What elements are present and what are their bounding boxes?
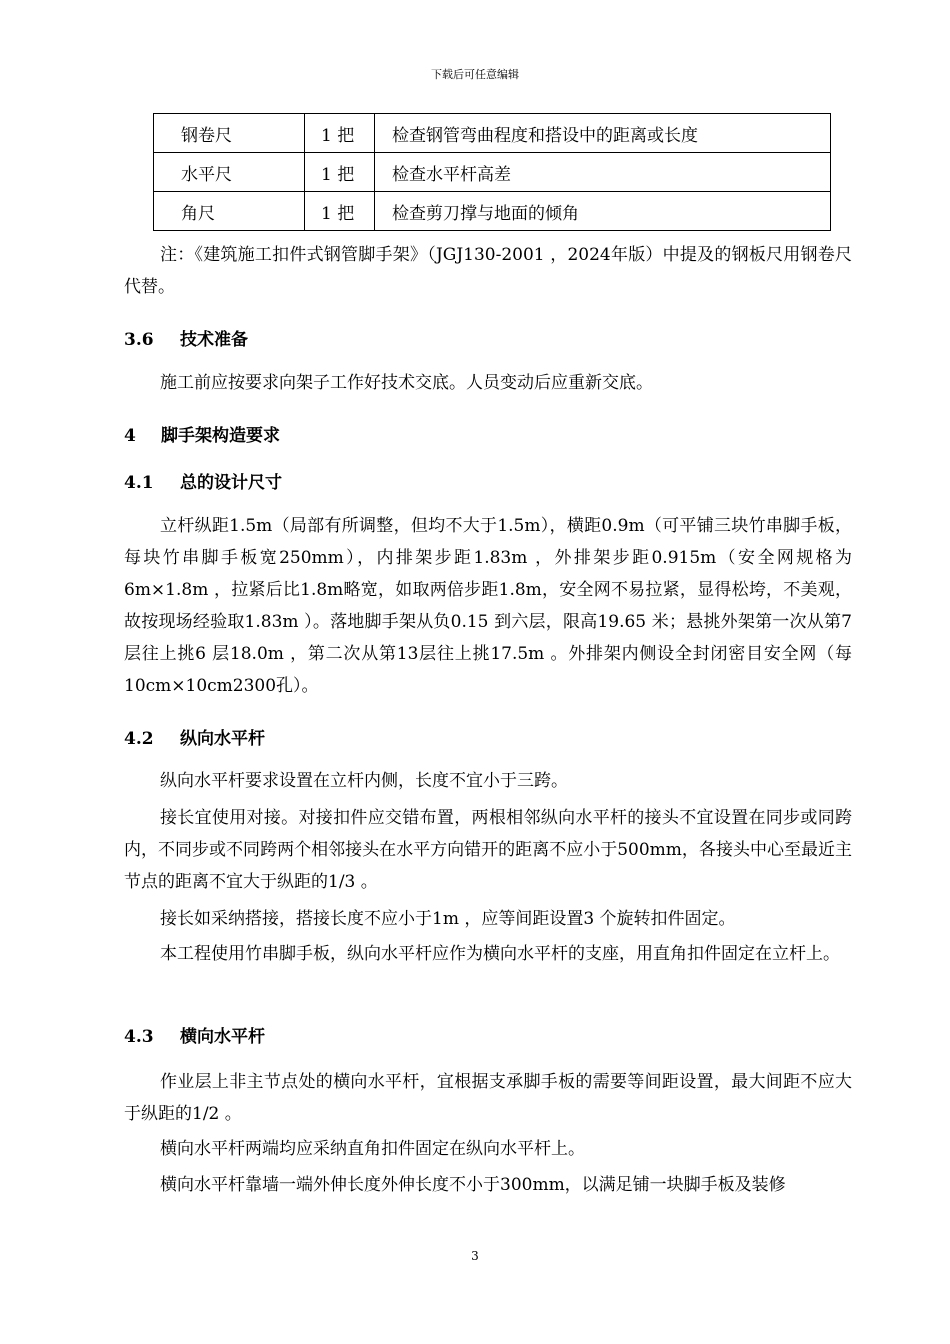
section-heading-4-1 xyxy=(124,468,282,493)
tools-table xyxy=(153,113,831,231)
tool-purpose: 检查水平杆高差 xyxy=(375,153,831,192)
paragraph: 作业层上非主节点处的横向水平杆，宜根据支承脚手板的需要等间距设置，最大间距不应大于纵距的1/2 。 xyxy=(124,1072,852,1124)
paragraph: 接长宜使用对接。对接扣件应交错布置，两根相邻纵向水平杆的接头不宜设置在同步或同跨内，不同步或不同跨两个相邻接头在水平方向错开的距离不应小于500mm，各接头中心至最近主节点的距离不宜大于纵距的1/3 。 xyxy=(124,808,852,892)
section-title: 横向水平杆 xyxy=(180,1027,265,1047)
section-number: 4 xyxy=(124,426,136,446)
paragraph: 施工前应按要求向架子工作好技术交底。人员变动后应重新交底。 xyxy=(160,373,653,393)
section-title: 技术准备 xyxy=(180,330,248,350)
section-title: 脚手架构造要求 xyxy=(161,426,280,446)
section-heading-4-3 xyxy=(124,1022,265,1047)
section-number: 4.3 xyxy=(124,1027,154,1047)
tool-name: 水平尺 xyxy=(154,153,305,192)
section-number: 4.1 xyxy=(124,473,154,493)
paragraph: 本工程使用竹串脚手板，纵向水平杆应作为横向水平杆的支座，用直角扣件固定在立杆上。 xyxy=(160,944,840,964)
table-row xyxy=(154,192,831,231)
section-heading-4 xyxy=(124,421,280,446)
page-header: 下载后可任意编辑 xyxy=(431,68,519,81)
section-title: 纵向水平杆 xyxy=(180,729,265,749)
paragraph: 横向水平杆两端均应采纳直角扣件固定在纵向水平杆上。 xyxy=(160,1139,585,1159)
page-number: 3 xyxy=(471,1249,479,1263)
section-number: 4.2 xyxy=(124,729,154,749)
paragraph: 立杆纵距1.5m（局部有所调整，但均不大于1.5m），横距0.9m（可平铺三块竹串脚手板，每块竹串脚手板宽250mm），内排架步距1.83m ，外排架步距0.915m（安全网规格为6m×1.8m ，拉紧后比1.8m略宽，如取两倍步距1.8m，安全网不易拉紧，显得松垮，不美观，故按现场经验取1.83m ）。落地脚手架从负0.15 到六层，限高19.65 米；悬挑外架第一次从第7 层往上挑6 层18.0m ，第二次从第13层往上挑17.5m 。外排架内侧设全封闭密目安全网（每10cm×10cm2300孔）。 xyxy=(124,516,852,696)
paragraph: 纵向水平杆要求设置在立杆内侧，长度不宜小于三跨。 xyxy=(160,771,568,791)
paragraph: 接长如采纳搭接，搭接长度不应小于1m ，应等间距设置3 个旋转扣件固定。 xyxy=(160,909,736,929)
paragraph: 横向水平杆靠墙一端外伸长度外伸长度不小于300mm，以满足铺一块脚手板及装修 xyxy=(160,1175,786,1195)
table-row xyxy=(154,114,831,153)
tool-quantity: 1 把 xyxy=(305,192,375,231)
tool-purpose: 检查剪刀撑与地面的倾角 xyxy=(375,192,831,231)
section-title: 总的设计尺寸 xyxy=(180,473,282,493)
tool-name: 钢卷尺 xyxy=(154,114,305,153)
tool-quantity: 1 把 xyxy=(305,114,375,153)
section-heading-3-6 xyxy=(124,325,248,350)
table-note: 注：《建筑施工扣件式钢管脚手架》（JGJ130-2001 ，2024年版）中提及的钢板尺用钢卷尺代替。 xyxy=(124,245,852,297)
table-row xyxy=(154,153,831,192)
tool-name: 角尺 xyxy=(154,192,305,231)
section-heading-4-2 xyxy=(124,724,265,749)
section-number: 3.6 xyxy=(124,330,154,350)
tool-purpose: 检查钢管弯曲程度和搭设中的距离或长度 xyxy=(375,114,831,153)
tool-quantity: 1 把 xyxy=(305,153,375,192)
